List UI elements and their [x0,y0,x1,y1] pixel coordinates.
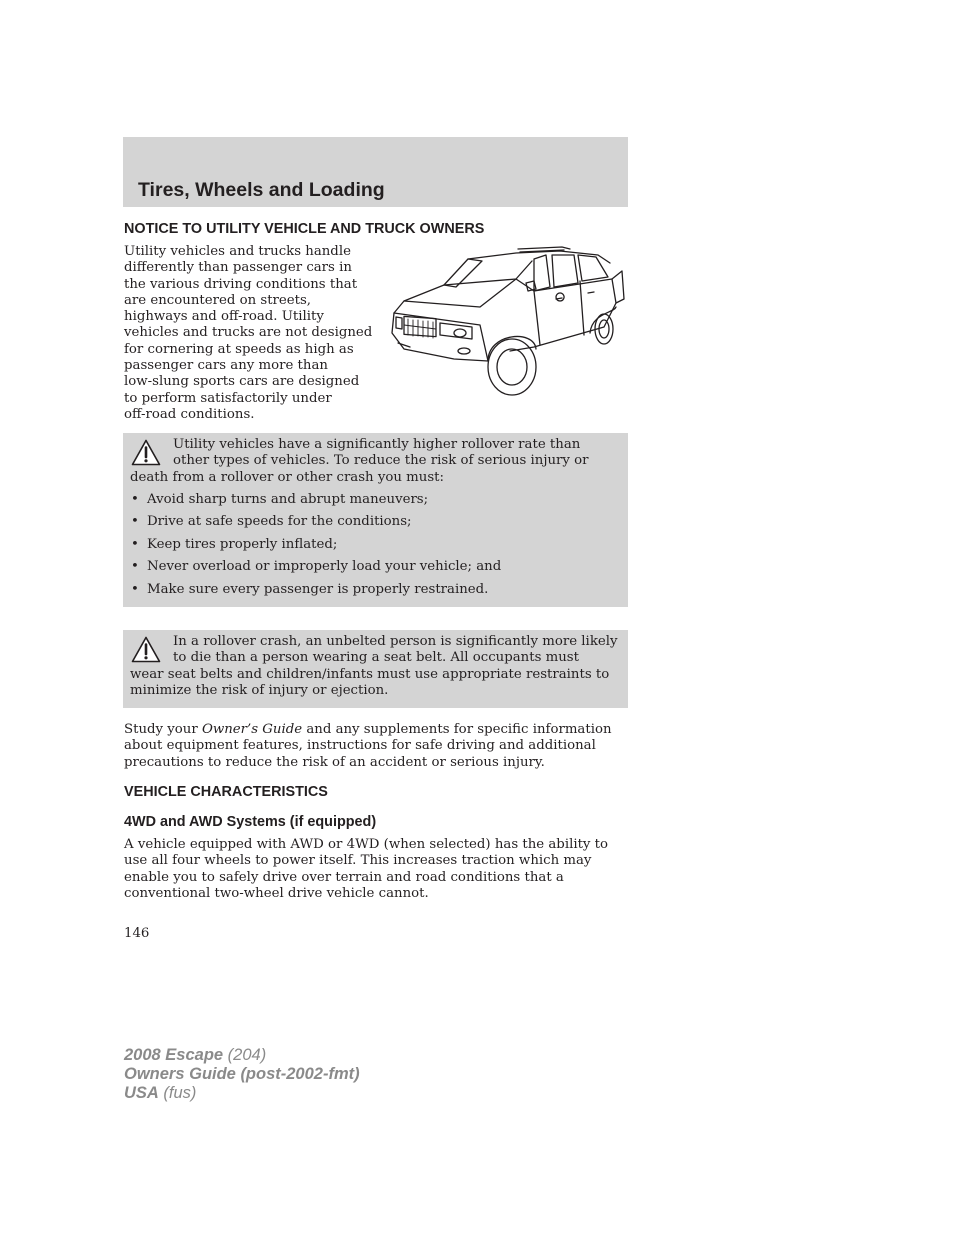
warning-line: other types of vehicles. To reduce the risk of serious injury or [173,453,589,469]
suv-illustration [384,243,628,401]
warning-line: In a rollover crash, an unbelted person is significantly more likely [173,634,618,649]
seatbelt-warning-box [123,630,628,708]
notice-line: are encountered on streets, [124,292,312,308]
bullet-item: • Avoid sharp turns and abrupt maneuvers; [131,492,501,514]
notice-line: Utility vehicles and trucks handle [124,244,351,259]
footer-model: 2008 Escape [124,1046,224,1064]
warning-line: wear seat belts and children/infants must use appropriate restraints to [130,666,610,682]
bullet-item: • Never overload or improperly load your vehicle; and [131,559,501,581]
study-line: precautions to reduce the risk of an accident or serious injury. [124,754,545,770]
seatbelt-warning-text [130,634,618,699]
footer-code: (204) [223,1046,267,1064]
notice-line: for cornering at speeds as high as [124,341,354,357]
rollover-warning-text [130,437,589,486]
vehicle-characteristics-heading: VEHICLE CHARACTERISTICS [124,784,328,800]
footer-market: USA [124,1084,159,1102]
study-text: and any supplements for specific information [302,722,612,737]
warning-line: to die than a person wearing a seat belt. All occupants must [173,650,579,666]
awd-line: enable you to safely drive over terrain and road conditions that a [124,869,564,885]
bullet-item: • Keep tires properly inflated; [131,537,501,559]
awd-line: A vehicle equipped with AWD or 4WD (when selected) has the ability to [124,837,609,852]
study-line: about equipment features, instructions for safe driving and additional [124,738,596,754]
awd-line: use all four wheels to power itself. This increases traction which may [124,853,592,869]
section-header-band [123,137,628,207]
study-text: Study your [124,722,202,737]
bullet-item: • Drive at safe speeds for the conditions; [131,514,501,536]
warning-line: minimize the risk of injury or ejection. [130,682,389,698]
notice-line: the various driving conditions that [124,276,358,292]
notice-line: low-slung sports cars are designed [124,374,360,390]
study-line [124,722,612,738]
notice-line: differently than passenger cars in [124,260,352,276]
notice-paragraph [124,244,386,423]
awd-paragraph [124,837,608,902]
notice-line: to perform satisfactorily under [124,390,332,406]
awd-subheading: 4WD and AWD Systems (if equipped) [124,814,377,830]
footer-line [124,1065,360,1084]
footer-line [124,1046,360,1065]
footer-line [124,1084,360,1103]
notice-line: passenger cars any more than [124,358,328,374]
notice-line: highways and off-road. Utility [124,309,324,325]
owners-guide-italic: Owner’s Guide [201,722,303,737]
notice-line: vehicles and trucks are not designed [124,325,373,341]
warning-line: Utility vehicles have a significantly higher rollover rate than [173,437,581,452]
awd-line: conventional two-wheel drive vehicle cannot. [124,885,429,901]
document-footer [124,1046,360,1103]
rollover-warning-box [123,433,628,607]
study-paragraph [124,722,612,771]
notice-line: off-road conditions. [124,406,255,422]
notice-heading: NOTICE TO UTILITY VEHICLE AND TRUCK OWNERS [124,221,485,237]
bullet-item: • Make sure every passenger is properly restrained. [131,582,501,604]
rollover-bullet-list [131,492,501,604]
footer-market-code: (fus) [158,1084,197,1102]
warning-line: death from a rollover or other crash you must: [130,469,444,485]
footer-guide: Owners Guide (post-2002-fmt) [124,1065,360,1083]
section-title: Tires, Wheels and Loading [138,179,385,201]
page-number: 146 [124,926,150,941]
